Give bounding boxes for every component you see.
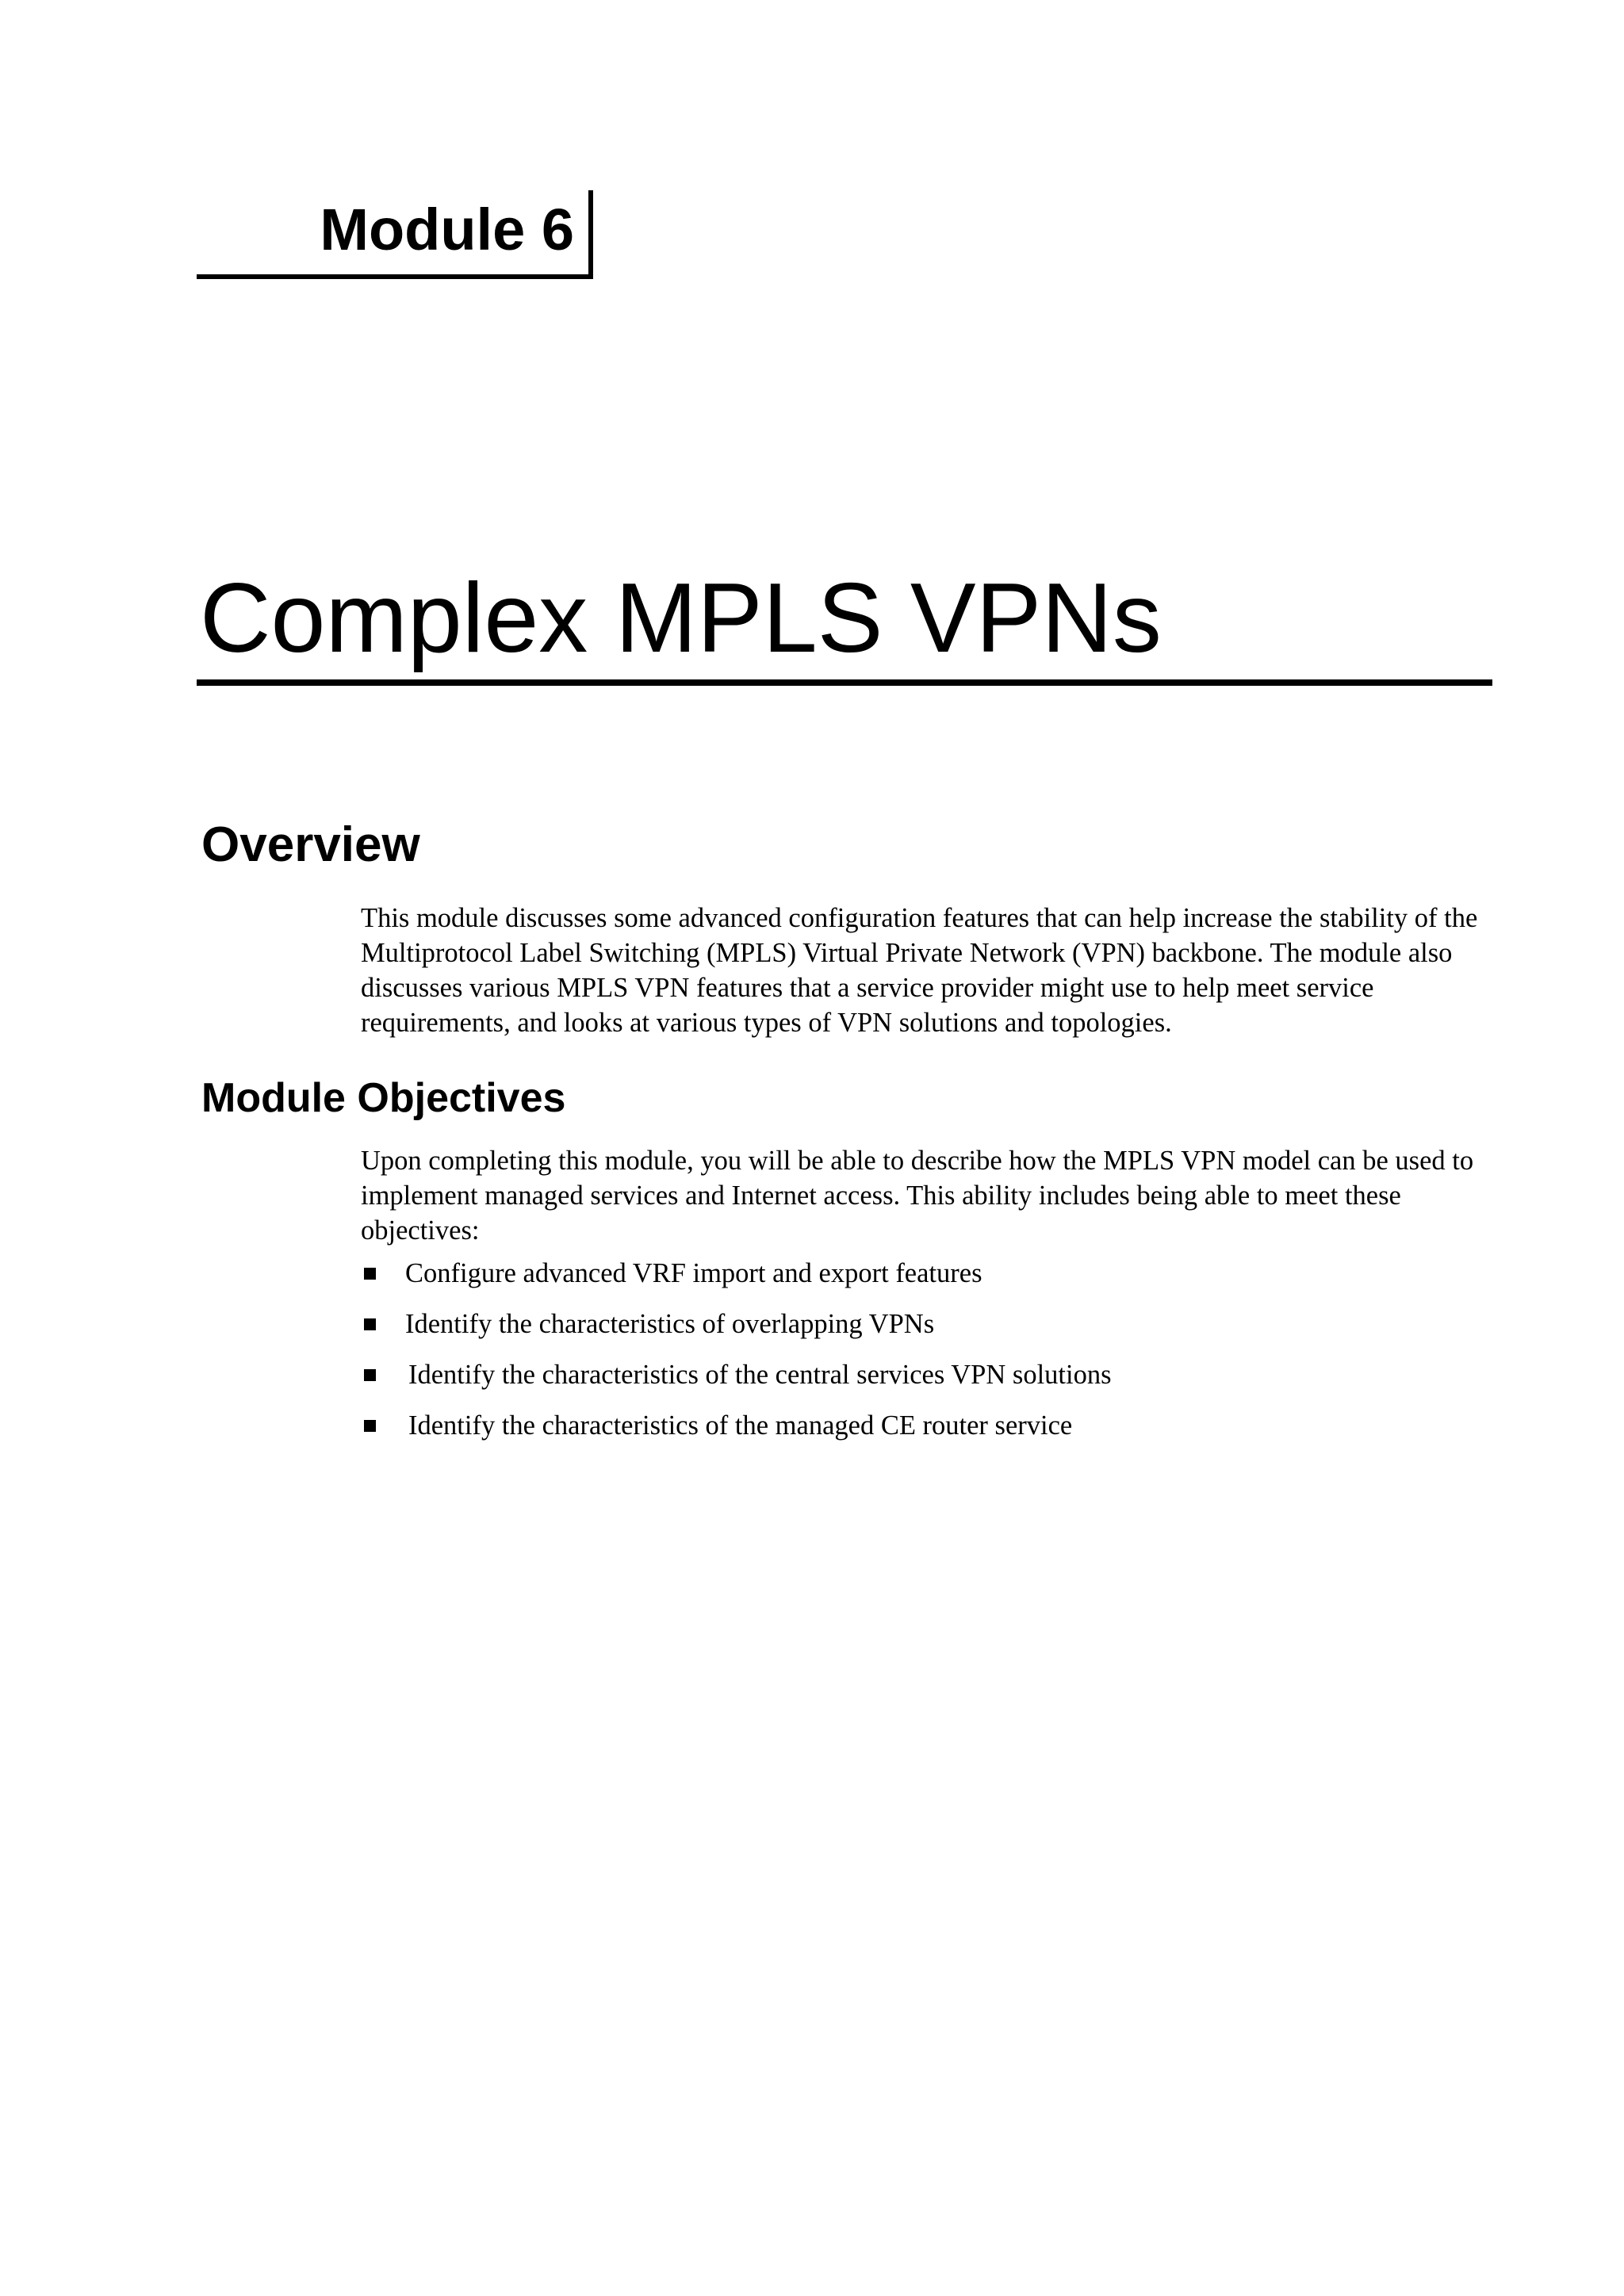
objective-text: Identify the characteristics of overlapping VPNs — [405, 1309, 935, 1339]
objective-text: Configure advanced VRF import and export features — [405, 1258, 982, 1288]
chapter-title: Complex MPLS VPNs — [200, 564, 1162, 673]
list-item — [361, 1256, 1503, 1307]
objectives-heading: Module Objectives — [201, 1075, 566, 1121]
objective-text: Identify the characteristics of the central services VPN solutions — [408, 1360, 1112, 1390]
square-bullet-icon — [364, 1318, 376, 1330]
chapter-title-rule — [197, 679, 1492, 686]
list-item — [361, 1307, 1503, 1357]
module-underline — [197, 274, 593, 279]
module-vertical-bar — [588, 190, 593, 279]
square-bullet-icon — [364, 1268, 376, 1280]
overview-heading: Overview — [201, 817, 420, 872]
module-label-block — [197, 190, 593, 279]
overview-paragraph: This module discusses some advanced configuration features that can help increase the stability of the Multiprotocol Label Switching (MPLS) Virtual Private Network (VPN) backbone. The module also discusses various MPLS VPN features that a service provider might use to help meet service requirements, and looks at various types of VPN solutions and topologies. — [361, 903, 1478, 1038]
square-bullet-icon — [364, 1420, 376, 1432]
square-bullet-icon — [364, 1369, 376, 1381]
list-item — [361, 1357, 1503, 1408]
objectives-intro-paragraph: Upon completing this module, you will be able to describe how the MPLS VPN model can be used to implement managed services and Internet access. This ability includes being able to meet these objectives: — [361, 1146, 1474, 1246]
objective-text: Identify the characteristics of the managed CE router service — [408, 1410, 1073, 1441]
module-label: Module 6 — [320, 197, 574, 262]
list-item — [361, 1408, 1503, 1459]
objectives-list — [361, 1256, 1503, 1459]
